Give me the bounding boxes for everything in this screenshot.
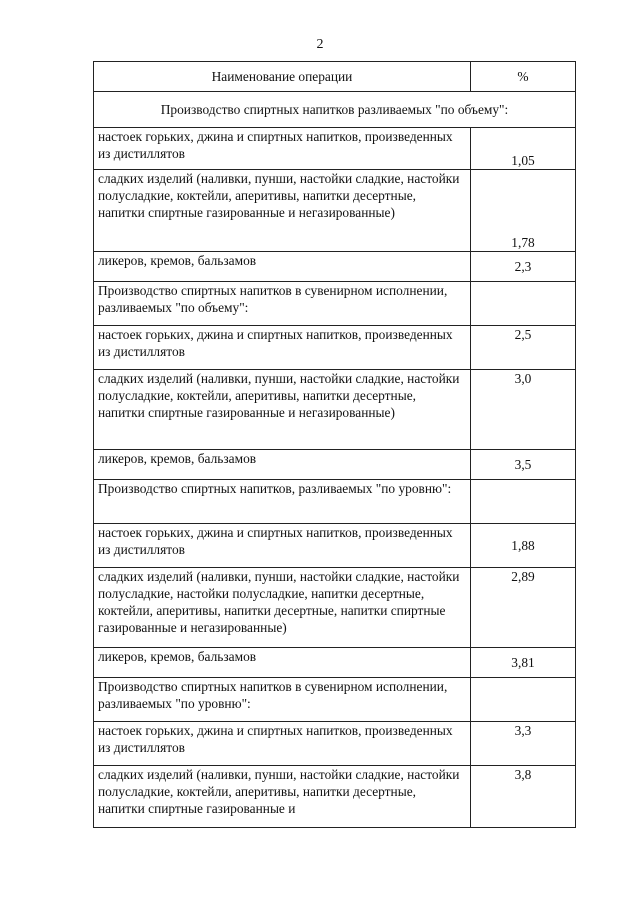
table-row bbox=[94, 170, 576, 252]
table-header-row bbox=[94, 62, 576, 92]
table-row bbox=[94, 648, 576, 678]
operation-name: сладких изделий (наливки, пунши, настойки сладкие, настойки полусладкие, коктейли, аперитивы, напитки десертные, напитки спиртные газированные и негазированные) bbox=[94, 170, 471, 252]
operation-percent bbox=[471, 678, 576, 722]
table-row bbox=[94, 326, 576, 370]
operation-percent: 1,05 bbox=[471, 128, 576, 170]
operation-name: настоек горьких, джина и спиртных напитков, произведенных из дистиллятов bbox=[94, 722, 471, 766]
table-row bbox=[94, 568, 576, 648]
operation-name: сладких изделий (наливки, пунши, настойки сладкие, настойки полусладкие, коктейли, аперитивы, напитки десертные, напитки спиртные газированные и негазированные) bbox=[94, 370, 471, 450]
operations-table bbox=[93, 61, 576, 828]
operation-name: ликеров, кремов, бальзамов bbox=[94, 648, 471, 678]
table-row bbox=[94, 252, 576, 282]
operation-percent bbox=[471, 282, 576, 326]
operation-percent: 3,81 bbox=[471, 648, 576, 678]
operation-name: сладких изделий (наливки, пунши, настойки сладкие, настойки полусладкие, коктейли, аперитивы, напитки десертные, напитки спиртные газированные и bbox=[94, 766, 471, 828]
table-row bbox=[94, 722, 576, 766]
table-row bbox=[94, 678, 576, 722]
operation-name: настоек горьких, джина и спиртных напитков, произведенных из дистиллятов bbox=[94, 524, 471, 568]
subsection-title: Производство спиртных напитков в сувенирном исполнении, разливаемых "по объему": bbox=[94, 282, 471, 326]
table-row bbox=[94, 524, 576, 568]
table-row bbox=[94, 370, 576, 450]
table-row bbox=[94, 282, 576, 326]
operation-percent: 1,88 bbox=[471, 524, 576, 568]
page-number: 2 bbox=[316, 37, 324, 52]
operation-percent: 2,3 bbox=[471, 252, 576, 282]
table-row bbox=[94, 128, 576, 170]
table-row bbox=[94, 766, 576, 828]
operation-percent: 3,5 bbox=[471, 450, 576, 480]
header-percent: % bbox=[471, 62, 576, 92]
header-operation-name: Наименование операции bbox=[94, 62, 471, 92]
operation-percent: 3,3 bbox=[471, 722, 576, 766]
operation-name: настоек горьких, джина и спиртных напитков, произведенных из дистиллятов bbox=[94, 326, 471, 370]
operation-name: сладких изделий (наливки, пунши, настойки сладкие, настойки полусладкие, настойки полусладкие, напитки десертные, коктейли, аперитивы, напитки десертные, напитки спиртные газированные и негазированные) bbox=[94, 568, 471, 648]
operation-name: ликеров, кремов, бальзамов bbox=[94, 252, 471, 282]
operation-percent bbox=[471, 480, 576, 524]
operation-percent: 2,89 bbox=[471, 568, 576, 648]
operation-percent: 2,5 bbox=[471, 326, 576, 370]
section-title: Производство спиртных напитков разливаемых "по объему": bbox=[94, 92, 576, 128]
table-row bbox=[94, 450, 576, 480]
operation-name: настоек горьких, джина и спиртных напитков, произведенных из дистиллятов bbox=[94, 128, 471, 170]
operation-percent: 3,0 bbox=[471, 370, 576, 450]
operation-name: ликеров, кремов, бальзамов bbox=[94, 450, 471, 480]
table-row bbox=[94, 92, 576, 128]
subsection-title: Производство спиртных напитков, разливаемых "по уровню": bbox=[94, 480, 471, 524]
table-row bbox=[94, 480, 576, 524]
operation-percent: 1,78 bbox=[471, 170, 576, 252]
subsection-title: Производство спиртных напитков в сувенирном исполнении, разливаемых "по уровню": bbox=[94, 678, 471, 722]
operation-percent: 3,8 bbox=[471, 766, 576, 828]
